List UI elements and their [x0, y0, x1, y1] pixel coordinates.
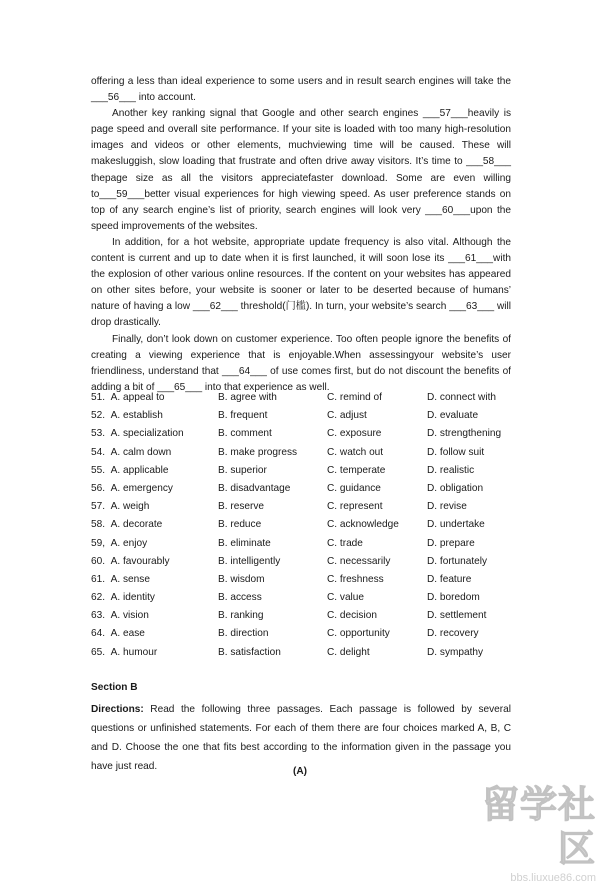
question-row	[91, 626, 511, 644]
watermark-url: bbs.liuxue86.com	[510, 872, 596, 884]
directions-text: Read the following three passages. Each passage is followed by several questions or unfinished statements. For each of them there are four choices marked A, B, C and D. Choose the one that fits best according to the information given in the passage you have just read.	[91, 704, 511, 772]
option-b: B. reduce	[218, 519, 262, 531]
option-a-text: A. sense	[110, 573, 150, 585]
question-row	[91, 463, 511, 481]
option-a	[91, 426, 184, 442]
passage-paragraph: Another key ranking signal that Google and other search engines ___57___heavily is page speed and overall site performance. If your site is loaded with too many high-resolution images and videos or other elements, muchviewing time will be caused. These will makesluggish, slow loading that frustrate and often drive away visitors. It’s time to ___58___ thepage size as all the visitors appreciatefaster download. Some are even willing to___59___better visual experiences for high viewing speed. As user preference stands on top of any search engine’s list of priority, search engines will look very ___60___upon the speed improvements of the websites.	[91, 108, 511, 232]
option-a-text: A. vision	[110, 610, 149, 622]
question-row	[91, 536, 511, 554]
question-row	[91, 390, 511, 408]
option-c: C. watch out	[327, 446, 384, 458]
question-number: 62.	[91, 592, 106, 604]
question-number: 58.	[91, 519, 106, 531]
option-d: D. revise	[427, 501, 467, 513]
option-d: D. prepare	[427, 537, 475, 549]
option-b: B. reserve	[218, 501, 264, 513]
option-a-text: A. ease	[110, 628, 145, 640]
watermark-logo: 留学社区	[482, 783, 596, 870]
option-b: B. make progress	[218, 446, 298, 458]
option-c: C. guidance	[327, 482, 381, 494]
option-c: C. freshness	[327, 573, 384, 585]
question-row	[91, 408, 511, 426]
question-row	[91, 445, 511, 463]
passage-paragraph: offering a less than ideal experience to some users and in result search engines will take the ___56___ into account.	[91, 76, 511, 104]
question-row	[91, 499, 511, 517]
option-a	[91, 390, 165, 406]
option-a	[91, 517, 162, 533]
question-row	[91, 645, 511, 663]
question-number: 54.	[91, 446, 106, 458]
option-a	[91, 626, 145, 642]
option-a	[91, 408, 163, 424]
option-c: C. delight	[327, 646, 370, 658]
site-watermark	[448, 783, 596, 884]
option-d: D. recovery	[427, 628, 479, 640]
option-b: B. intelligently	[218, 555, 281, 567]
question-number: 61.	[91, 573, 106, 585]
option-d: D. connect with	[427, 392, 497, 403]
section-b	[91, 680, 511, 776]
question-number: 64.	[91, 628, 106, 640]
option-a	[91, 481, 173, 497]
option-c: C. exposure	[327, 428, 382, 440]
passage-label: (A)	[292, 766, 307, 777]
option-c: C. acknowledge	[327, 519, 399, 531]
option-a	[91, 590, 155, 606]
answer-options-list	[91, 390, 511, 663]
option-b: B. eliminate	[218, 537, 271, 549]
section-title: Section B	[91, 682, 138, 693]
option-a-text: A. applicable	[110, 464, 169, 476]
option-c: C. decision	[327, 610, 377, 622]
option-d: D. fortunately	[427, 555, 488, 567]
question-number: 63.	[91, 610, 106, 622]
passage-paragraph: Finally, don’t look down on customer experience. Too often people ignore the benefits of creating a viewing experience that is enjoyable.When assessingyour website’s user friendliness, understand that ___64___ of use comes first, but do not discount the benefits of adding a bit of ___65___ into that experience as well.	[91, 333, 511, 393]
option-a	[91, 463, 168, 479]
option-c: C. temperate	[327, 464, 386, 476]
option-c: C. represent	[327, 501, 383, 513]
option-d: D. undertake	[427, 519, 485, 531]
directions-label: Directions:	[91, 704, 144, 715]
option-c: C. remind of	[327, 392, 382, 403]
option-a-text: A. calm down	[110, 446, 172, 458]
option-c: C. value	[327, 592, 365, 604]
question-number: 53.	[91, 428, 106, 440]
option-a-text: A. identity	[110, 592, 155, 604]
option-d: D. settlement	[427, 610, 487, 622]
option-a	[91, 536, 147, 552]
option-b: B. ranking	[218, 610, 264, 622]
question-number: 59,	[91, 537, 106, 549]
option-d: D. obligation	[427, 482, 484, 494]
option-d: D. evaluate	[427, 410, 479, 422]
option-d: D. sympathy	[427, 646, 484, 658]
option-c: C. necessarily	[327, 555, 391, 567]
option-b: B. disadvantage	[218, 482, 291, 494]
question-number: 55.	[91, 464, 106, 476]
option-a	[91, 572, 150, 588]
option-a-text: A. establish	[110, 410, 163, 422]
option-a	[91, 608, 149, 624]
option-a-text: A. emergency	[110, 482, 173, 494]
cloze-passage	[91, 74, 511, 396]
question-row	[91, 481, 511, 499]
option-d: D. strengthening	[427, 428, 502, 440]
question-number: 51.	[91, 392, 106, 403]
option-b: B. comment	[218, 428, 272, 440]
option-d: D. boredom	[427, 592, 480, 604]
option-a-text: A. appeal to	[110, 392, 165, 403]
option-b: B. satisfaction	[218, 646, 281, 658]
option-c: C. adjust	[327, 410, 367, 422]
option-b: B. direction	[218, 628, 269, 640]
option-b: B. frequent	[218, 410, 268, 422]
option-a	[91, 499, 149, 515]
option-d: D. realistic	[427, 464, 475, 476]
option-b: B. agree with	[218, 392, 277, 403]
option-d: D. follow suit	[427, 446, 485, 458]
option-a-text: A. favourably	[110, 555, 170, 567]
option-b: B. superior	[218, 464, 267, 476]
question-number: 65.	[91, 646, 106, 658]
option-d: D. feature	[427, 573, 472, 585]
question-row	[91, 572, 511, 590]
question-number: 56.	[91, 482, 106, 494]
option-a-text: A. weigh	[110, 501, 150, 513]
option-c: C. opportunity	[327, 628, 390, 640]
option-b: B. wisdom	[218, 573, 265, 585]
question-number: 52.	[91, 410, 106, 422]
question-row	[91, 608, 511, 626]
question-number: 57.	[91, 501, 106, 513]
option-a-text: A. specialization	[110, 428, 184, 440]
question-row	[91, 554, 511, 572]
question-row	[91, 426, 511, 444]
option-a	[91, 445, 171, 461]
option-c: C. trade	[327, 537, 363, 549]
option-a	[91, 554, 170, 570]
option-a-text: A. enjoy	[110, 537, 148, 549]
option-b: B. access	[218, 592, 262, 604]
option-a-text: A. humour	[110, 646, 158, 658]
passage-paragraph: In addition, for a hot website, appropriate update frequency is also vital. Although the content is current and up to date when it is first launched, it will soon lose its ___61___with the explosion of other various online resources. If the content on your websites has appeared on other sites before, your website is sooner or later to be deserted because of humans’ nature of having a low ___62___ threshold(门槛). In turn, your website’s search ___63___ will drop drastically.	[91, 236, 511, 329]
option-a-text: A. decorate	[110, 519, 163, 531]
question-row	[91, 590, 511, 608]
option-a	[91, 645, 157, 661]
question-row	[91, 517, 511, 535]
question-number: 60.	[91, 555, 106, 567]
